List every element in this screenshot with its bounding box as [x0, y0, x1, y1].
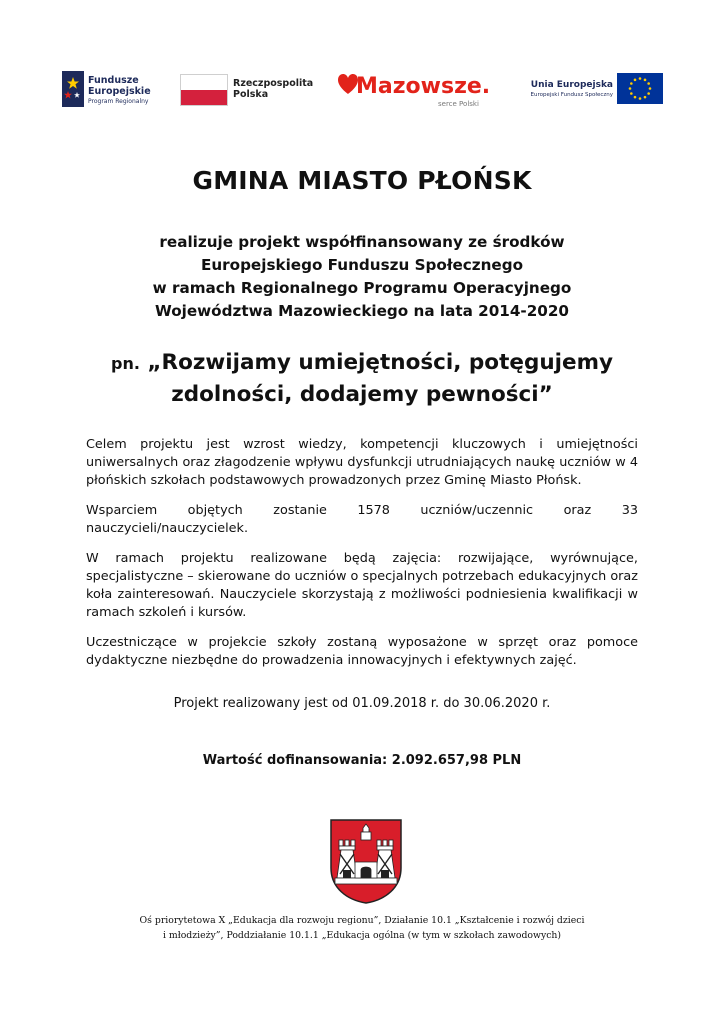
fe-logo-line2: Europejskie: [88, 86, 151, 97]
project-prefix: pn.: [110, 354, 140, 373]
mazowsze-logo: [334, 70, 494, 112]
intro-line: Europejskiego Funduszu Społecznego: [200, 256, 524, 274]
eu-star-icon: [634, 79, 637, 82]
funding-value: Wartość dofinansowania: 2.092.657,98 PLN: [202, 753, 522, 768]
project-period: Projekt realizowany jest od 01.09.2018 r. do 30.06.2020 r.: [173, 696, 551, 711]
mazowsze-subtitle: serce Polski: [438, 100, 479, 108]
description-paragraph: Wsparciem objętych zostanie 1578 uczniów/uczennic oraz 33 nauczycieli/nauczycielek.: [86, 503, 638, 536]
eu-star-icon: [644, 79, 647, 82]
mazowsze-wordmark: [334, 70, 494, 100]
footer-note: [110, 913, 614, 943]
intro-line: realizuje projekt współfinansowany ze środków: [159, 233, 565, 251]
plonsk-coat-of-arms-icon: [329, 818, 403, 904]
unia-europejska-logo: [513, 73, 663, 111]
intro-block: [86, 231, 638, 323]
eu-star-icon: [639, 77, 642, 80]
footer-line: Oś priorytetowa X „Edukacja dla rozwoju regionu”, Działanie 10.1 „Kształcenie i rozwój dzieci: [139, 915, 585, 926]
description-paragraph: Celem projektu jest wzrost wiedzy, kompetencji kluczowych i umiejętności uniwersalnych oraz złagodzenie wpływu dysfunkcji utrudniających naukę uczniów w 4 płońskich szkołach podstawowych prowadzonych przez Gminę Miasto Płońsk.: [86, 437, 638, 488]
polish-flag-icon: [180, 74, 228, 106]
eu-star-icon: [629, 87, 632, 90]
eu-star-icon: [647, 82, 650, 85]
rp-logo-line2: Polska: [233, 89, 269, 100]
project-name-line2: zdolności, dodajemy pewności”: [171, 382, 553, 407]
description: [86, 436, 638, 682]
project-name: [86, 347, 638, 410]
page-title: GMINA MIASTO PŁOŃSK: [192, 166, 532, 195]
description-paragraph: W ramach projektu realizowane będą zajęcia: rozwijające, wyrównujące, specjalistyczne – skierowane do uczniów o specjalnych potrzebach edukacyjnych oraz koła zainteresowań. Nauczyciele skorzystają z możliwości podniesienia kwalifikacji w ramach szkoleń i kursów.: [86, 551, 638, 620]
ue-logo-line1: Unia Europejska: [530, 80, 613, 90]
mazowsze-word: Mazowsze.: [356, 74, 491, 99]
rzeczpospolita-polska-logo: [180, 74, 320, 110]
fundusze-europejskie-mark-icon: [62, 71, 84, 107]
fe-logo-line1: Fundusze: [88, 75, 139, 86]
rp-logo-line1: Rzeczpospolita: [233, 78, 314, 89]
ue-logo-line2: Europejski Fundusz Społeczny: [530, 92, 613, 98]
eu-star-icon: [647, 92, 650, 95]
eu-star-icon: [644, 96, 647, 99]
eu-star-icon: [649, 87, 652, 90]
logo-bar: [0, 68, 724, 112]
fe-logo-line3: Program Regionalny: [88, 98, 149, 105]
description-paragraph: Uczestniczące w projekcie szkoły zostaną wyposażone w sprzęt oraz pomoce dydaktyczne niezbędne do prowadzenia innowacyjnych i efektywnych zajęć.: [86, 635, 638, 668]
intro-line: w ramach Regionalnego Programu Operacyjnego: [152, 279, 572, 297]
fundusze-europejskie-logo: [62, 71, 182, 111]
eu-flag-icon: [617, 73, 663, 104]
intro-line: Województwa Mazowieckiego na lata 2014-2020: [155, 302, 569, 320]
footer-line: i młodzieży”, Poddziałanie 10.1.1 „Edukacja ogólna (w tym w szkołach zawodowych): [162, 930, 562, 941]
eu-star-icon: [630, 92, 633, 95]
eu-star-icon: [634, 96, 637, 99]
eu-star-icon: [639, 97, 642, 100]
eu-star-icon: [630, 82, 633, 85]
project-name-line1: „Rozwijamy umiejętności, potęgujemy: [147, 350, 614, 375]
